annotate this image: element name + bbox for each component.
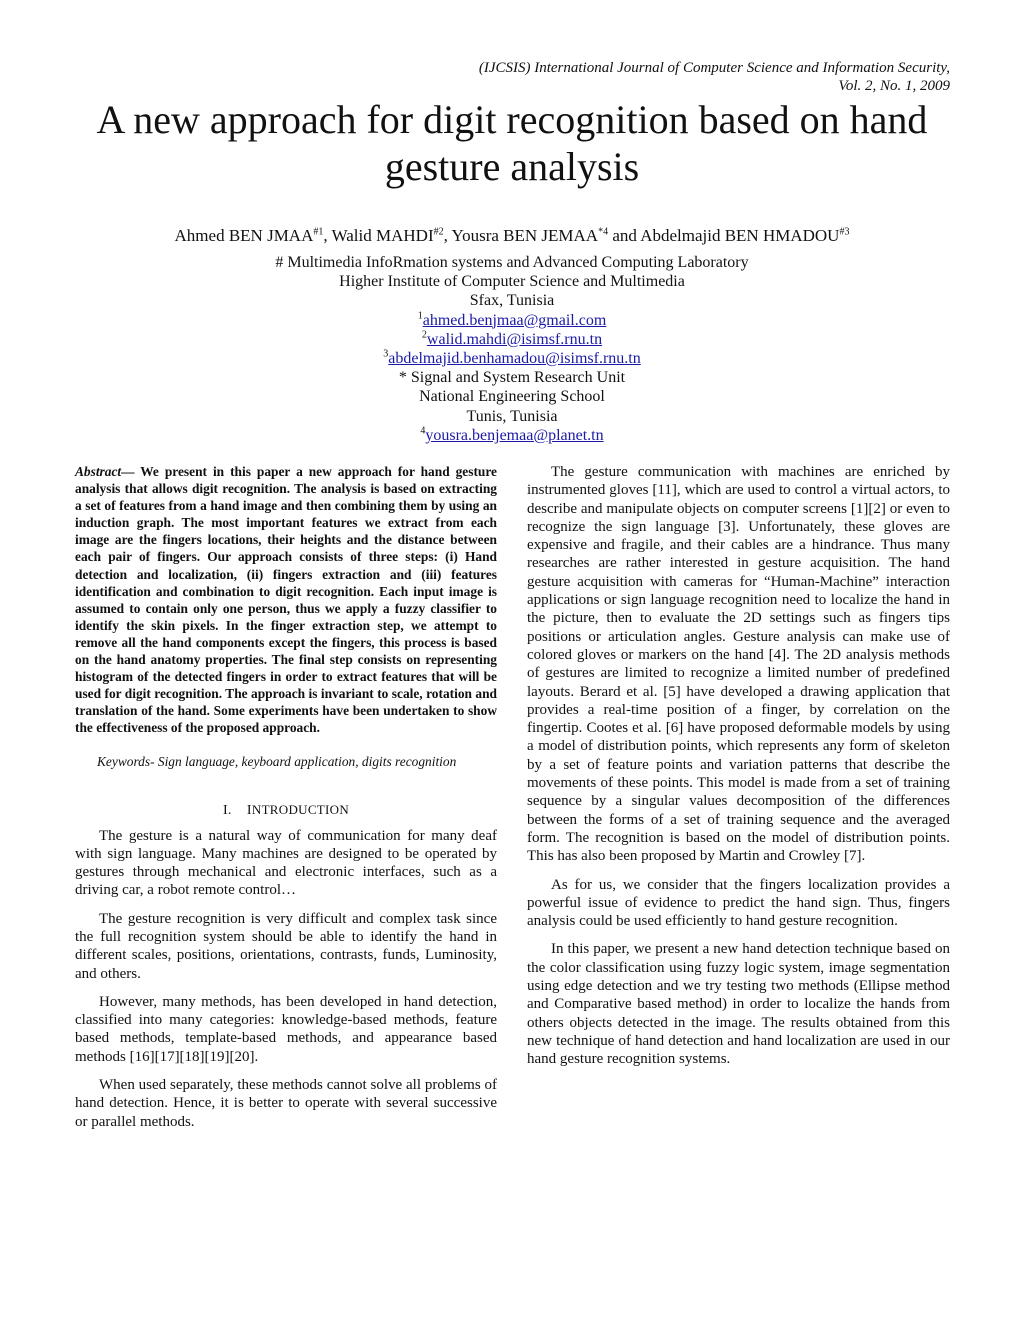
institute-name: Higher Institute of Computer Science and Multimedia (339, 273, 685, 291)
section-initial: I (246, 802, 252, 818)
right-column (527, 463, 950, 1079)
paragraph: When used separately, these methods cannot solve all problems of hand detection. Hence, it is better to operate with several successive or parallel methods. (75, 1077, 497, 1130)
email-link[interactable]: yousra.benjemaa@planet.tn (425, 426, 604, 444)
title-line-2: gesture analysis (384, 144, 640, 189)
author-name: Walid MAHDI (331, 226, 434, 245)
section-heading (75, 802, 497, 819)
author-mark: #3 (839, 226, 850, 238)
email-line (40, 349, 984, 368)
email-link[interactable]: walid.mahdi@isimsf.rnu.tn (426, 330, 603, 348)
author-separator: , (323, 226, 332, 245)
institute-city: Sfax, Tunisia (469, 292, 555, 310)
paragraph: As for us, we consider that the fingers localization provides a powerful issue of evidence to predict the hand sign. Thus, fingers analysis could be used efficiently to hand gesture recognition. (527, 876, 950, 930)
email-index: 2 (421, 329, 427, 341)
author-name: Ahmed BEN JMAA (174, 226, 314, 245)
abstract (75, 463, 497, 737)
section-rest: NTRODUCTION (251, 801, 350, 817)
author-list (40, 226, 984, 246)
left-column (75, 463, 497, 1141)
paragraph: The gesture communication with machines are enriched by instrumented gloves [11], which are used to control a virtual actors, to describe and manipulate objects on computer screens [1][2] or even to recognize the sign language [3]. Unfortunately, these gloves are expensive and fragile, and their cables are a hindrance. Thus many researches are rather interested in gesture acquisition. The hand gesture acquisition with cameras for “Human-Machine” interaction applications or sign language recognition need to localize the hand in the picture, then to evaluate the 2D settings such as fingers tips positions or articulation angles. Gesture analysis can make use of colored gloves or markers on the hand [4]. The 2D analysis methods of gestures are limited to recognize a limited number of predefined layouts. Berard et al. [5] have developed a drawing application that provides a real-time position of a finger, by correlation on the fingertip. Cootes et al. [6] have proposed deformable models by using a model of distribution points, which represents any form of skeleton by a set of feature points and variation patterns that describe the movements of these points. This model is made from a set of training sequence by a singular values decomposition of the differences between the forms of a set of training sequence and the averaged form. The recognition is based on the model of distribution points. This has also been proposed by Martin and Crowley [7]. (527, 464, 950, 865)
paragraph: The gesture is a natural way of communication for many deaf with sign language. Many machines are designed to be operated by gestures through mechanical and electronic interfaces, such as a driving car, a robot remote control… (75, 827, 497, 899)
school-name: National Engineering School (419, 388, 605, 406)
title-line-1: A new approach for digit recognition based on hand (96, 97, 928, 142)
paragraph: In this paper, we present a new hand detection technique based on the color classification using fuzzy logic system, image segmentation using edge detection and we try testing two methods (Ellipse method and Comparative based method) in order to localize the hands from others objects detected in the image. The results obtained from this new technique of hand detection and hand localization are used in our hand gesture recognition systems. (527, 941, 950, 1068)
paragraph: The gesture recognition is very difficult and complex task since the full recognition system should be able to identify the hand in different scales, positions, orientations, contrasts, funds, Luminosity, and others. (75, 910, 497, 982)
journal-name: (IJCSIS) International Journal of Computer Science and Information Security, (478, 60, 950, 76)
author-mark: *4 (598, 226, 609, 238)
paper-title (40, 96, 984, 190)
email-index: 1 (417, 310, 423, 322)
lab-name: # Multimedia InfoRmation systems and Advanced Computing Laboratory (275, 254, 749, 271)
email-link[interactable]: abdelmajid.benhamadou@isimsf.rnu.tn (388, 350, 641, 368)
unit-name: * Signal and System Research Unit (398, 369, 626, 387)
school-city: Tunis, Tunisia (466, 407, 558, 425)
email-link[interactable]: ahmed.benjmaa@gmail.com (422, 311, 607, 329)
author-mark: #1 (313, 226, 324, 238)
abstract-dash: — (121, 464, 141, 479)
abstract-label: Abstract (75, 464, 122, 479)
email-line (40, 426, 984, 445)
paragraph: However, many methods, has been developed in hand detection, classified into many categories: knowledge-based methods, feature based methods, template-based methods, and appearance based methods [16][17][18][19][20]. (75, 993, 497, 1065)
author-name: Yousra BEN JEMAA (451, 226, 599, 245)
abstract-text: We present in this paper a new approach for hand gesture analysis that allows digit recognition. The analysis is based on extracting a set of features from a hand image and then combining them by using an induction graph. The most important features we extract from each image are the fingers locations, their heights and the distance between each pair of fingers. Our approach consists of three steps: (i) Hand detection and localization, (ii) fingers extraction and (iii) features identification and combination to digit recognition. Each input image is assumed to contain only one person, thus we apply a fuzzy classifier to identify the skin pixels. In the finger extraction step, we attempt to remove all the hand components except the fingers, this process is based on the hand anatomy properties. The final step consists on representing histogram of the detected fingers in order to extract features that will be used for digit recognition. The approach is invariant to scale, rotation and translation of the hand. Some experiments have been undertaken to show the effectiveness of the proposed approach. (75, 464, 498, 736)
author-separator: , (443, 226, 452, 245)
author-mark: #2 (433, 226, 444, 238)
keywords: Keywords- Sign language, keyboard application, digits recognition (97, 753, 457, 769)
email-index: 4 (420, 425, 426, 437)
email-index: 3 (383, 348, 389, 360)
journal-header (479, 59, 950, 95)
journal-volume: Vol. 2, No. 1, 2009 (838, 78, 950, 94)
author-name: Abdelmajid BEN HMADOU (640, 226, 840, 245)
section-number: I. (222, 802, 232, 818)
affiliations (40, 253, 984, 445)
author-separator: and (608, 226, 641, 245)
email-line (40, 330, 984, 349)
email-line (40, 311, 984, 330)
